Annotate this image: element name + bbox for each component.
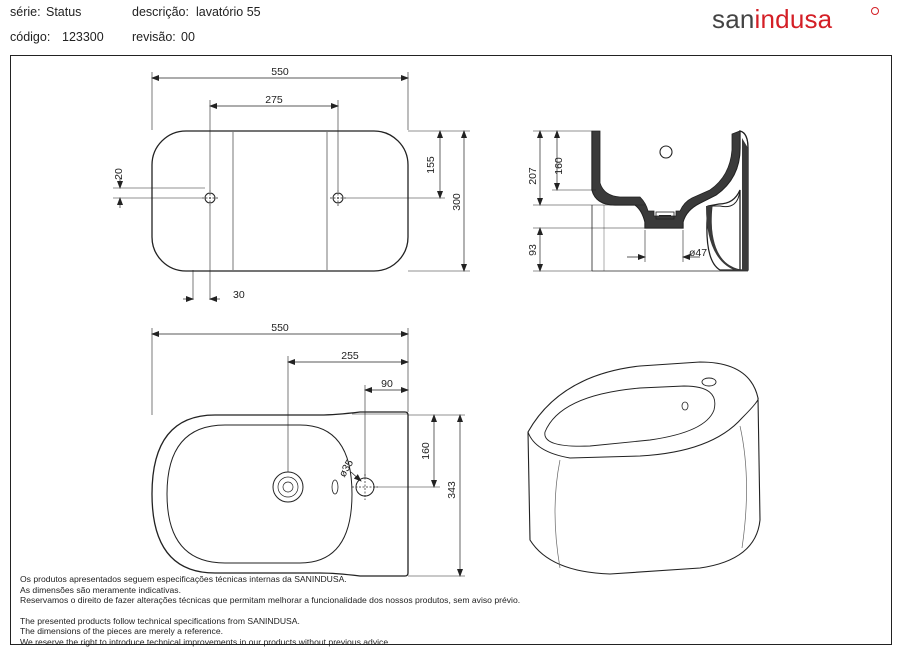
descricao-value: lavatório 55 xyxy=(196,5,261,19)
dim-plan-tap-hole: ø35 xyxy=(336,457,357,480)
plan-view-outline xyxy=(152,412,408,576)
isometric-tap-hole-icon xyxy=(702,378,716,386)
note-pt-1: Os produtos apresentados seguem especificações técnicas internas da SANINDUSA. xyxy=(20,574,347,584)
note-en-2: The dimensions of the pieces are merely a reference. xyxy=(20,626,224,637)
dim-rear-hole-depth: 155 xyxy=(425,156,437,174)
dim-plan-tap-spacing: 90 xyxy=(381,378,393,390)
isometric-outline xyxy=(528,362,760,574)
revisao-value: 00 xyxy=(181,30,195,44)
dim-rear-hole-offset: 30 xyxy=(233,289,245,301)
side-section xyxy=(533,131,748,271)
plan-bowl-outline xyxy=(167,425,352,563)
dim-rear-hole-spacing: 275 xyxy=(265,94,283,106)
isometric-bowl xyxy=(545,386,715,446)
dim-rear-width: 550 xyxy=(271,66,289,78)
rear-view-outline xyxy=(152,131,408,271)
isometric-view xyxy=(528,362,760,574)
dim-side-bottom: 93 xyxy=(527,244,539,256)
serie-label: série: xyxy=(10,5,41,19)
dim-rear-hole-from-edge: 20 xyxy=(113,168,125,180)
dim-side-waste-diameter: ø47 xyxy=(689,247,708,259)
codigo-value: 123300 xyxy=(62,30,104,44)
codigo-label: código: xyxy=(10,30,51,44)
overflow-icon xyxy=(332,480,338,494)
notes-block xyxy=(20,574,520,648)
side-tap-hole-icon xyxy=(660,146,672,158)
descricao-label: descrição: xyxy=(132,5,189,19)
note-pt-2: As dimensões são meramente indicativas. xyxy=(20,584,181,595)
dim-plan-tap-offset: 255 xyxy=(341,350,359,362)
dim-side-bowl-inner: 160 xyxy=(553,157,565,175)
dim-side-bowl-height: 207 xyxy=(527,167,539,185)
revisao-label: revisão: xyxy=(132,30,176,44)
dim-rear-depth: 300 xyxy=(451,193,463,211)
serie-value: Status xyxy=(46,5,82,19)
rear-view xyxy=(113,72,470,300)
note-en-3: We reserve the right to introduce technical improvements in our products without previous advice. xyxy=(20,636,391,647)
dim-plan-depth: 343 xyxy=(446,481,458,499)
note-en-1: The presented products follow technical specifications from SANINDUSA. xyxy=(20,615,300,626)
dim-plan-tap-depth: 160 xyxy=(420,442,432,460)
dim-plan-width: 550 xyxy=(271,322,289,334)
fixing-hole-left-icon xyxy=(202,190,218,206)
brand-logo-part1: san xyxy=(712,4,755,34)
note-pt-3: Reservamos o direito de fazer alterações técnicas que permitam melhorar a funcionalidade dos nossos produtos, sem aviso prévio. xyxy=(20,595,521,606)
fixing-hole-right-icon xyxy=(330,190,346,206)
plan-view xyxy=(152,328,465,576)
drain-icon xyxy=(273,472,303,502)
brand-logo-part2: indusa xyxy=(754,4,833,34)
